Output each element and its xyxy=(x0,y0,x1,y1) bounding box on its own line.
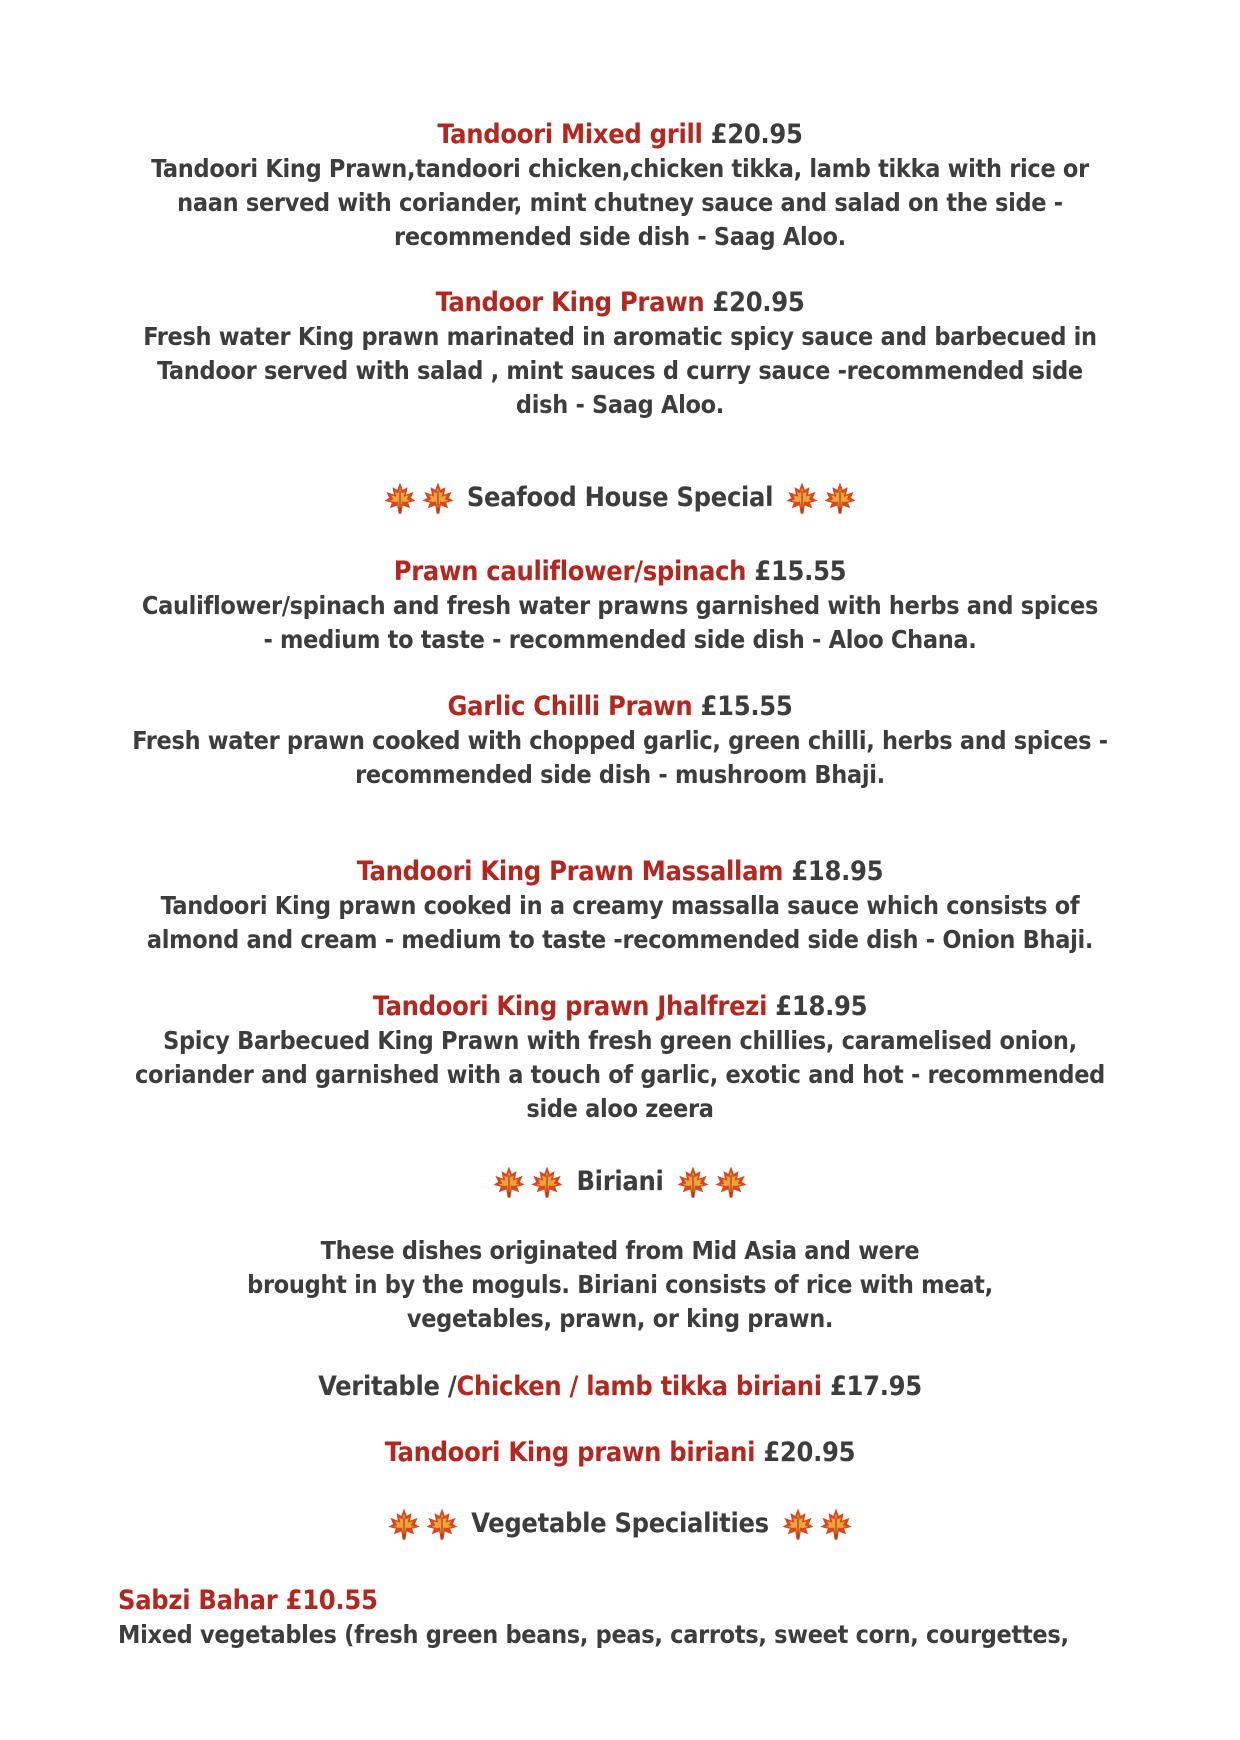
maple-leaf-icon xyxy=(421,481,455,515)
dish-description-line: Fresh water King prawn marinated in aromatic spicy sauce and barbecued in xyxy=(143,322,1097,351)
dish-price: £18.95 xyxy=(775,991,868,1022)
dish-name: Tandoor King Prawn xyxy=(435,287,705,318)
dish-price: £20.95 xyxy=(710,119,803,150)
menu-item-title xyxy=(100,990,1140,1024)
menu-item-title xyxy=(100,1370,1140,1404)
menu-item-title xyxy=(100,690,1140,724)
menu-item xyxy=(100,118,1140,254)
menu-item-title xyxy=(100,1436,1140,1470)
dish-description-line: almond and cream - medium to taste -recommended side dish - Onion Bhaji. xyxy=(146,925,1094,954)
dish-prefix: Veritable / xyxy=(318,1371,457,1402)
intro-line: These dishes originated from Mid Asia and were xyxy=(320,1236,920,1265)
maple-leaf-icon xyxy=(492,1165,526,1199)
menu-item xyxy=(100,990,1140,1126)
dish-price: £18.95 xyxy=(791,856,884,887)
menu-item-title xyxy=(100,855,1140,889)
dish-name: Prawn cauliflower/spinach xyxy=(393,556,747,587)
dish-price: £15.55 xyxy=(700,691,793,722)
dish-price: £20.95 xyxy=(763,1437,856,1468)
dish-description-line: Cauliflower/spinach and fresh water prawns garnished with herbs and spices xyxy=(141,591,1099,620)
dish-description-line: coriander and garnished with a touch of garlic, exotic and hot - recommended xyxy=(135,1060,1105,1089)
section-title: Seafood House Special xyxy=(466,482,774,513)
section-title: Biriani xyxy=(576,1166,664,1197)
menu-item xyxy=(100,286,1140,422)
dish-price: £20.95 xyxy=(712,287,805,318)
menu-item xyxy=(100,690,1140,792)
dish-name: Garlic Chilli Prawn xyxy=(447,691,693,722)
maple-leaf-icon xyxy=(714,1165,748,1199)
menu-item xyxy=(100,855,1140,957)
dish-name: Chicken / lamb tikka biriani xyxy=(456,1371,822,1402)
dish-description-line: Mixed vegetables (fresh green beans, peas, carrots, sweet corn, courgettes, xyxy=(118,1620,1069,1649)
menu-item-title xyxy=(100,555,1140,589)
section-title: Vegetable Specialities xyxy=(471,1508,769,1539)
dish-name: Tandoori King prawn biriani xyxy=(384,1437,756,1468)
maple-leaf-icon xyxy=(530,1165,564,1199)
maple-leaf-icon xyxy=(785,481,819,515)
maple-leaf-icon xyxy=(387,1507,421,1541)
dish-description-line: Fresh water prawn cooked with chopped garlic, green chilli, herbs and spices - xyxy=(132,726,1108,755)
dish-price: £17.95 xyxy=(829,1371,922,1402)
dish-description-line: side aloo zeera xyxy=(526,1094,714,1123)
dish-description-line: Tandoori King Prawn,tandoori chicken,chicken tikka, lamb tikka with rice or xyxy=(151,154,1089,183)
intro-line: brought in by the moguls. Biriani consists of rice with meat, xyxy=(247,1270,993,1299)
dish-description-line: recommended side dish - Saag Aloo. xyxy=(394,222,846,251)
intro-line: vegetables, prawn, or king prawn. xyxy=(406,1304,834,1333)
maple-leaf-icon xyxy=(676,1165,710,1199)
maple-leaf-icon xyxy=(425,1507,459,1541)
section-heading-seafood xyxy=(100,478,1140,518)
dish-description-line: Spicy Barbecued King Prawn with fresh green chillies, caramelised onion, xyxy=(163,1026,1077,1055)
dish-description-line: Tandoori King prawn cooked in a creamy massalla sauce which consists of xyxy=(160,891,1080,920)
menu-item xyxy=(118,1584,1158,1652)
dish-description-line: naan served with coriander, mint chutney sauce and salad on the side - xyxy=(177,188,1063,217)
menu-item xyxy=(100,1436,1140,1470)
menu-item-title xyxy=(118,1584,1158,1618)
dish-name: Tandoori King Prawn Massallam xyxy=(356,856,784,887)
section-heading-biriani xyxy=(100,1162,1140,1202)
menu-item-title xyxy=(100,118,1140,152)
section-intro xyxy=(100,1234,1140,1336)
menu-item xyxy=(100,555,1140,657)
maple-leaf-icon xyxy=(781,1507,815,1541)
section-heading-vegetable xyxy=(100,1504,1140,1544)
maple-leaf-icon xyxy=(819,1507,853,1541)
dish-name: Sabzi Bahar xyxy=(118,1585,278,1616)
dish-name: Tandoori King prawn Jhalfrezi xyxy=(372,991,768,1022)
menu-item-title xyxy=(100,286,1140,320)
menu-item xyxy=(100,1370,1140,1404)
maple-leaf-icon xyxy=(383,481,417,515)
dish-price: £15.55 xyxy=(754,556,847,587)
dish-description-line: dish - Saag Aloo. xyxy=(515,390,725,419)
dish-description-line: recommended side dish - mushroom Bhaji. xyxy=(355,760,885,789)
dish-name: Tandoori Mixed grill xyxy=(437,119,703,150)
dish-description-line: Tandoor served with salad , mint sauces d curry sauce -recommended side xyxy=(157,356,1083,385)
dish-price: £10.55 xyxy=(285,1585,378,1616)
dish-description-line: - medium to taste - recommended side dish - Aloo Chana. xyxy=(263,625,977,654)
maple-leaf-icon xyxy=(823,481,857,515)
